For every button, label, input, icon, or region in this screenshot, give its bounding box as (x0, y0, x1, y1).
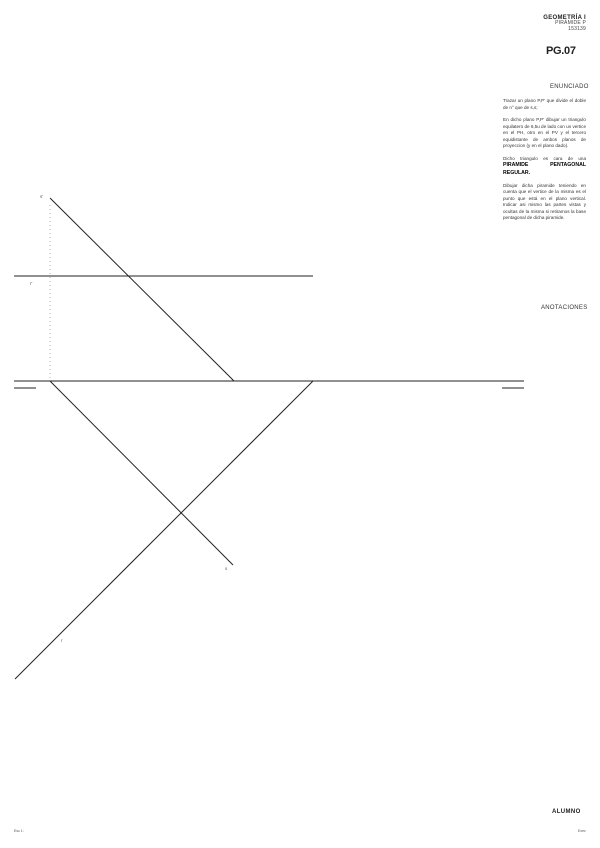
anotaciones-title: ANOTACIONES (541, 305, 588, 311)
enunciado-paragraph-3 (503, 156, 586, 177)
alumno-label: ALUMNO (552, 809, 581, 815)
enunciado-paragraph-1: Trazar un plano P,P' que divide el doble de n° que de s,s; (503, 98, 586, 110)
enunciado-paragraph-2: En dicho plano P,P' dibujar un triangulo equilatero de 6,5u de lado con un vertice en el PH, otro en el PV y el tercero equidistante de ambos planos de proyeccion (y en el plano dado). (503, 117, 587, 149)
line-s-prime (50, 198, 234, 381)
sheet-number: PG.07 (546, 45, 576, 57)
footer-left-note: Esc 1: (14, 829, 24, 833)
enunciado-paragraph-4: Dibujar dicha piramide teniendo en cuenta que el vertice de la misma es el punto que está en el plano vertical. Indicar asi mismo las partes vistas y ocultas de la misma si retiramos la base pentagonal de dicha piramide. (503, 182, 586, 221)
footer-right-note: Exec (578, 829, 586, 833)
label-s-prime: s' (40, 194, 44, 199)
enunciado-title: ENUNCIADO (550, 84, 589, 90)
label-r-prime: r' (30, 281, 33, 286)
pyramid-title: PIRAMIDE PENTAGONAL REGULAR. (503, 162, 586, 176)
course-title: GEOMETRÍA I (543, 15, 586, 21)
exercise-code: 153139 (568, 25, 586, 32)
exercise-subtitle: PIRÁMIDE P (555, 20, 586, 27)
title-block (543, 15, 586, 32)
enunciado-paragraph-3-text: Dicho triangulo es cara de una (503, 155, 586, 161)
label-r: r (61, 638, 63, 643)
label-s: s (225, 566, 228, 571)
line-s (50, 381, 233, 565)
line-r (15, 381, 313, 679)
enunciado-text (503, 98, 586, 228)
